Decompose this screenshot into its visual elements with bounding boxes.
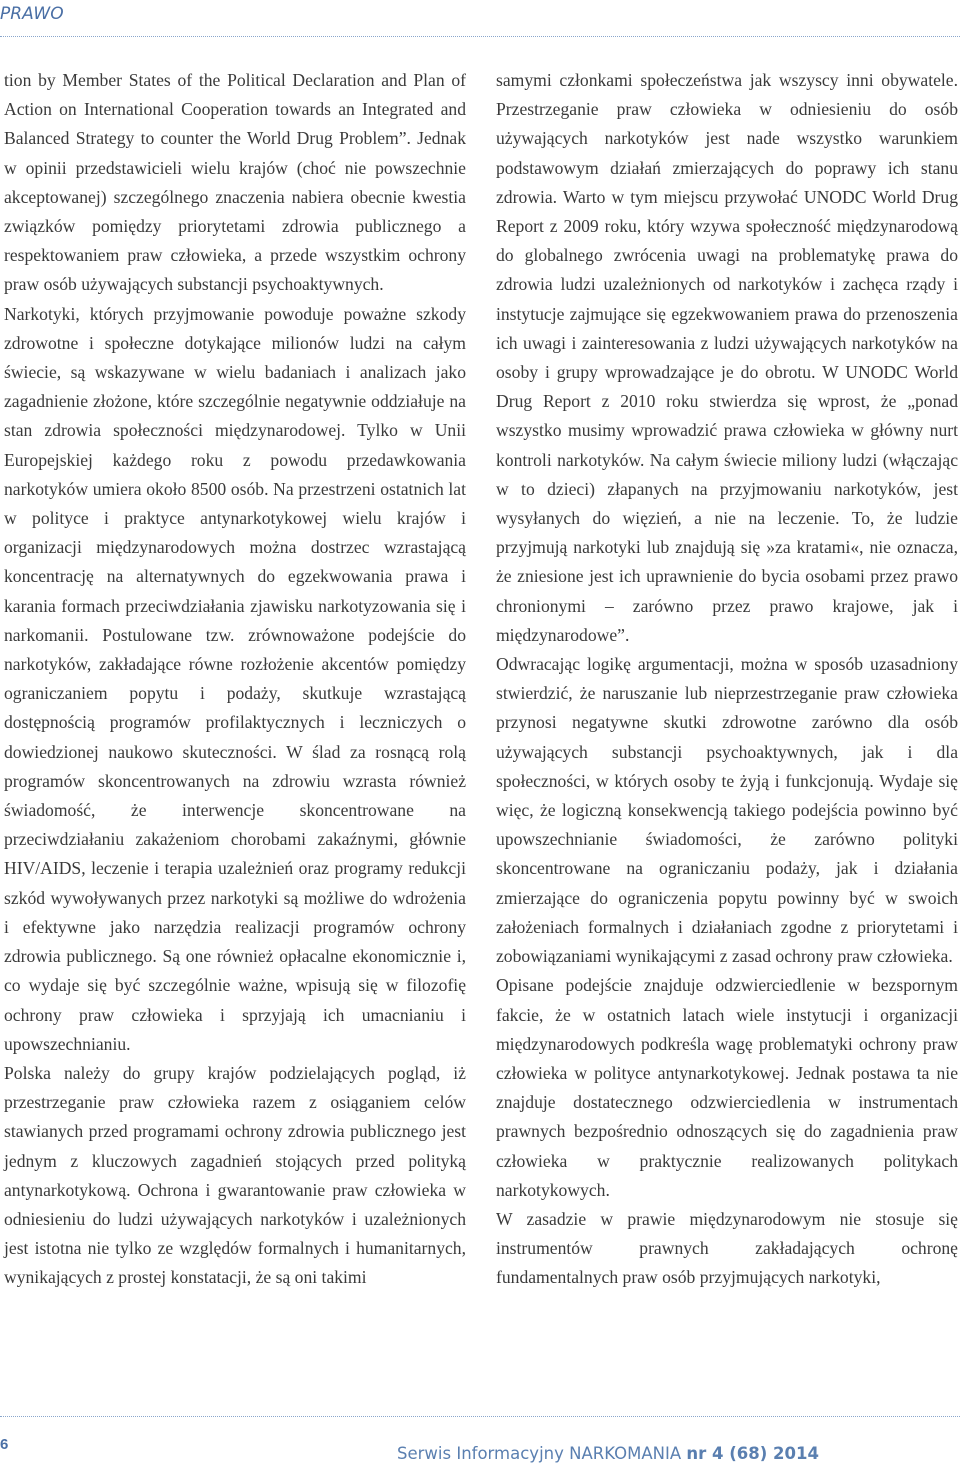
paragraph: Narkotyki, których przyjmowanie powoduje poważne szkody zdrowotne i społeczne dotykające milionów ludzi na całym świecie, są wskazywane w wielu badaniach i analizach jako zagadnienie złożone, które szczególnie negatywnie oddziałuje na stan zdrowia społeczności międzynarodowej. Tylko w Unii Europejskiej każdego roku z powodu przedawkowania narkotyków umiera około 8500 osób. Na przestrzeni ostatnich lat w polityce i praktyce antynarkotykowej wielu krajów i organizacji międzynarodowych można dostrzec wzrastającą koncentrację na alternatywnych do egzekwowania prawa i karania formach przeciwdziałania zjawisku narkotyzowania się i narkomanii. Postulowane tzw. zrównoważone podejście do narkotyków, zakładające równe rozłożenie akcentów pomiędzy ograniczaniem popytu i podaży, skutkuje wzrastającą dostępnością programów profilaktycznych i leczniczych o dowiedzionej naukowo skuteczności. W ślad za rosnącą rolą programów skoncentrowanych na zdrowiu wzrasta również świadomość, że interwencje skoncentrowane na przeciwdziałaniu zakażeniom chorobami zakaźnymi, głównie HIV/AIDS, leczenie i terapia uzależnień oraz programy redukcji szkód wywoływanych przez narkotyki są możliwe do wdrożenia i efektywne jako narzędzia realizacji programów ochrony zdrowia publicznego. Są one również opłacalne ekonomicznie i, co wydaje się być szczególnie ważne, wpisują się w filozofię ochrony praw człowieka i sprzyjają ich umacnianiu i upowszechnianiu. [4,303,466,1054]
publication-name: Serwis Informacyjny NARKOMANIA [397,1444,682,1463]
right-column [496,66,958,1293]
top-divider [0,36,960,37]
paragraph: W zasadzie w prawie międzynarodowym nie stosuje się instrumentów prawnych zakładających ochronę fundamentalnych praw osób przyjmujących narkotyki, [496,1208,958,1288]
footer-divider [0,1416,960,1417]
footer-publication [397,1444,819,1463]
issue-number: nr 4 (68) 2014 [686,1444,819,1463]
paragraph: Opisane podejście znajduje odzwierciedlenie w bezspornym fakcie, że w ostatnich latach wiele instytucji i organizacji międzynarodowych podkreśla wagę problematyki ochrony praw człowieka w polityce antynarkotykowej. Jednak postawa ta nie znajduje dostatecznego odzwierciedlenia w instrumentach prawnych bezpośrednio odnoszących się do zagadnienia praw człowieka w praktycznie realizowanych politykach narkotykowych. [496,975,958,1200]
paragraph: samymi członkami społeczeństwa jak wszyscy inni obywatele. Przestrzeganie praw człowieka w odniesieniu do osób używających narkotyków jest nade wszystko warunkiem podstawowym działań zmierzających do poprawy ich stanu zdrowia. Warto w tym miejscu przywołać UNODC World Drug Report z 2009 roku, który wzywa społeczność międzynarodową do globalnego zwrócenia uwagi na problematykę prawa do zdrowia ludzi uzależnionych od narkotyków i zachęca rządy i instytucje zajmujące się egzekwowaniem prawa do przenoszenia ich uwagi i zainteresowania z ludzi używających narkotyków na osoby i grupy wprowadzające je do obrotu. W UNODC World Drug Report z 2010 roku stwierdza się wprost, że „ponad wszystko musimy wprowadzić prawa człowieka w główny nurt kontroli narkotyków. Na całym świecie miliony ludzi (włączając w to dzieci) złapanych na przyjmowaniu narkotyków, jest wysyłanych do więzień, a nie na leczenie. To, że ludzie przyjmują narkotyki lub znajdują się »za kratami«, nie oznacza, że zniesione jest ich uprawnienie do bycia osobami przez prawo chronionymi – zarówno przez prawo krajowe, jak i międzynarodowe”. [496,70,958,645]
left-column [4,66,466,1293]
paragraph: Odwracając logikę argumentacji, można w sposób uzasadniony stwierdzić, że naruszanie lub nieprzestrzeganie praw człowieka przynosi negatywne skutki zdrowotne zarówno dla osób używających substancji psychoaktywnych, jak i dla społeczności, w których osoby te żyją i funkcjonują. Wydaje się więc, że logiczną konsekwencją takiego podejścia powinno być upowszechnianie świadomości, że zarówno polityki skoncentrowane na ograniczaniu podaży, jak i działania zmierzające do ograniczenia popytu powinny być w swoich założeniach formalnych i działaniach zgodne z priorytetami i zobowiązaniami wynikającymi z zasad ochrony praw człowieka. [496,654,958,967]
paragraph: tion by Member States of the Political Declaration and Plan of Action on International Cooperation towards an Integrated and Balanced Strategy to counter the World Drug Problem”. Jednak w opinii przedstawicieli wielu krajów (choć nie powszechnie akceptowanej) szczególnego znaczenia nabiera obecnie kwestia związków pomiędzy priorytetami zdrowia publicznego a respektowaniem praw człowieka, a przede wszystkim ochrony praw osób używających substancji psychoaktywnych. [4,70,466,295]
section-label: PRAWO [0,4,64,24]
page-number: 6 [0,1436,9,1453]
paragraph: Polska należy do grupy krajów podzielających pogląd, iż przestrzeganie praw człowieka razem z osiąganiem celów stawianych przed programami ochrony zdrowia publicznego jest jednym z kluczowych zagadnień stojących przed polityką antynarkotykową. Ochrona i gwarantowanie praw człowieka w odniesieniu do ludzi używających narkotyków i uzależnionych jest istotna nie tylko ze względów formalnych i humanitarnych, wynikających z prostej konstatacji, że są oni takimi [4,1062,466,1288]
